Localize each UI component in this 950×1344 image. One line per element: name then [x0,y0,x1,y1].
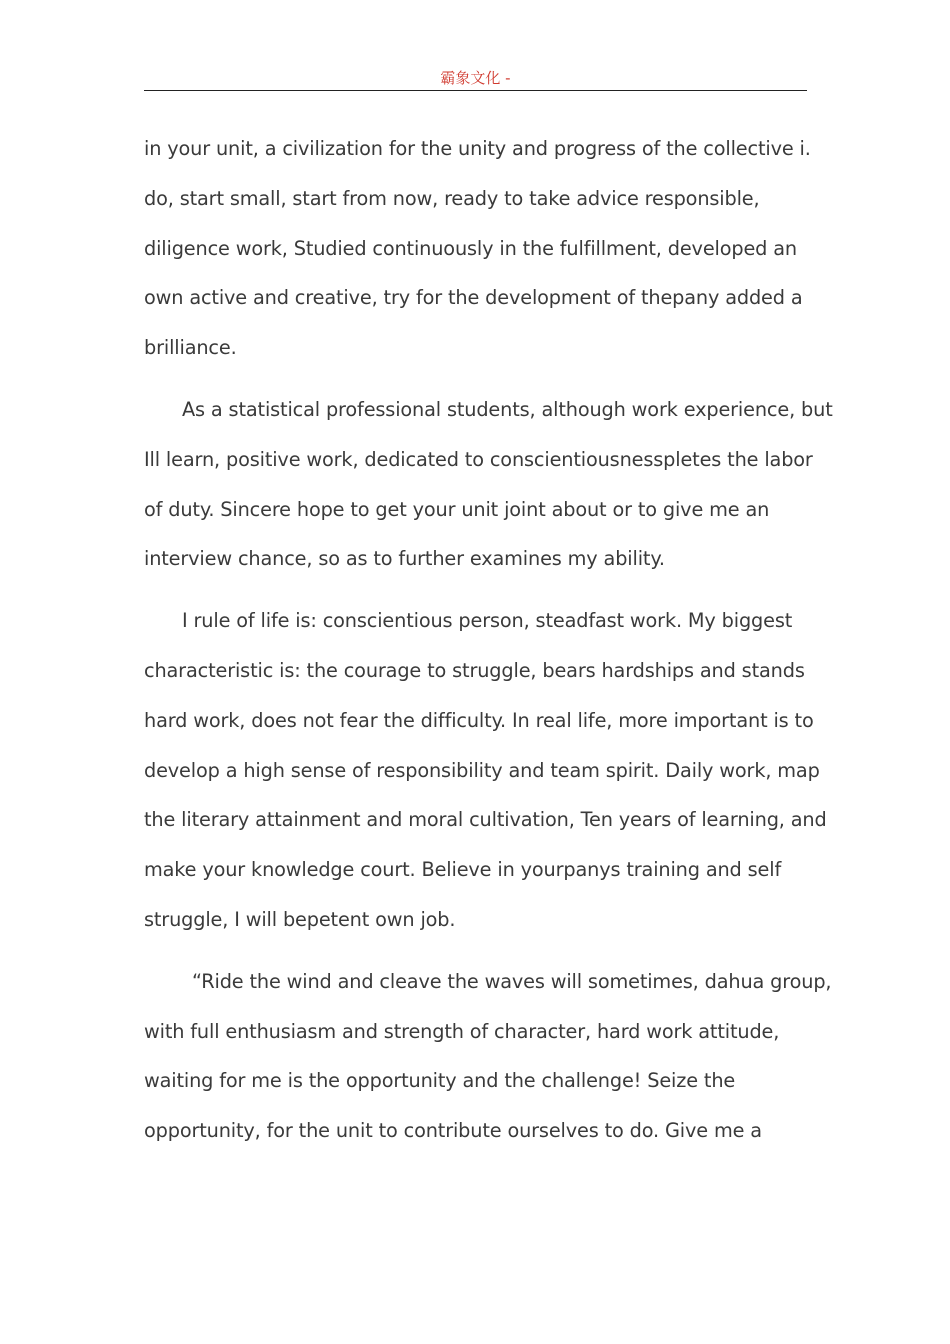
text-line: with full enthusiasm and strength of character, hard work attitude, [144,1019,780,1043]
text-line: of duty. Sincere hope to get your unit joint about or to give me an [144,497,770,521]
text-line: “Ride the wind and cleave the waves will sometimes, dahua group, [192,969,832,993]
paragraph-3 [144,596,827,945]
text-line: As a statistical professional students, although work experience, but [182,397,833,421]
text-line: Ill learn, positive work, dedicated to conscientiousnesspletes the labor [144,447,813,471]
text-line: diligence work, Studied continuously in the fulfillment, developed an [144,236,797,260]
page-header [144,66,807,91]
text-line: do, start small, start from now, ready to take advice responsible, [144,186,760,210]
text-line: in your unit, a civilization for the unity and progress of the collective i. [144,137,811,160]
document-body [144,124,833,1156]
text-line: interview chance, so as to further examines my ability. [144,547,665,571]
text-line: characteristic is: the courage to struggle, bears hardships and stands [144,658,805,682]
text-line: make your knowledge court. Believe in yourpanys training and self [144,858,782,882]
text-line: waiting for me is the opportunity and the challenge! Seize the [144,1069,736,1093]
text-line: brilliance. [144,336,237,360]
text-line: own active and creative, try for the development of thepany added a [144,286,803,310]
header-title: 霸象文化 - [440,69,511,87]
text-line: hard work, does not fear the difficulty. In real life, more important is to [144,708,814,732]
text-line: struggle, I will bepetent own job. [144,907,456,931]
paragraph-1 [144,124,811,373]
paragraph-4 [144,957,832,1156]
paragraph-2 [144,385,833,584]
text-line: the literary attainment and moral cultivation, Ten years of learning, and [144,808,827,832]
text-line: I rule of life is: conscientious person, steadfast work. My biggest [182,609,793,633]
text-line: develop a high sense of responsibility and team spirit. Daily work, map [144,758,820,782]
text-line: opportunity, for the unit to contribute ourselves to do. Give me a [144,1119,762,1143]
